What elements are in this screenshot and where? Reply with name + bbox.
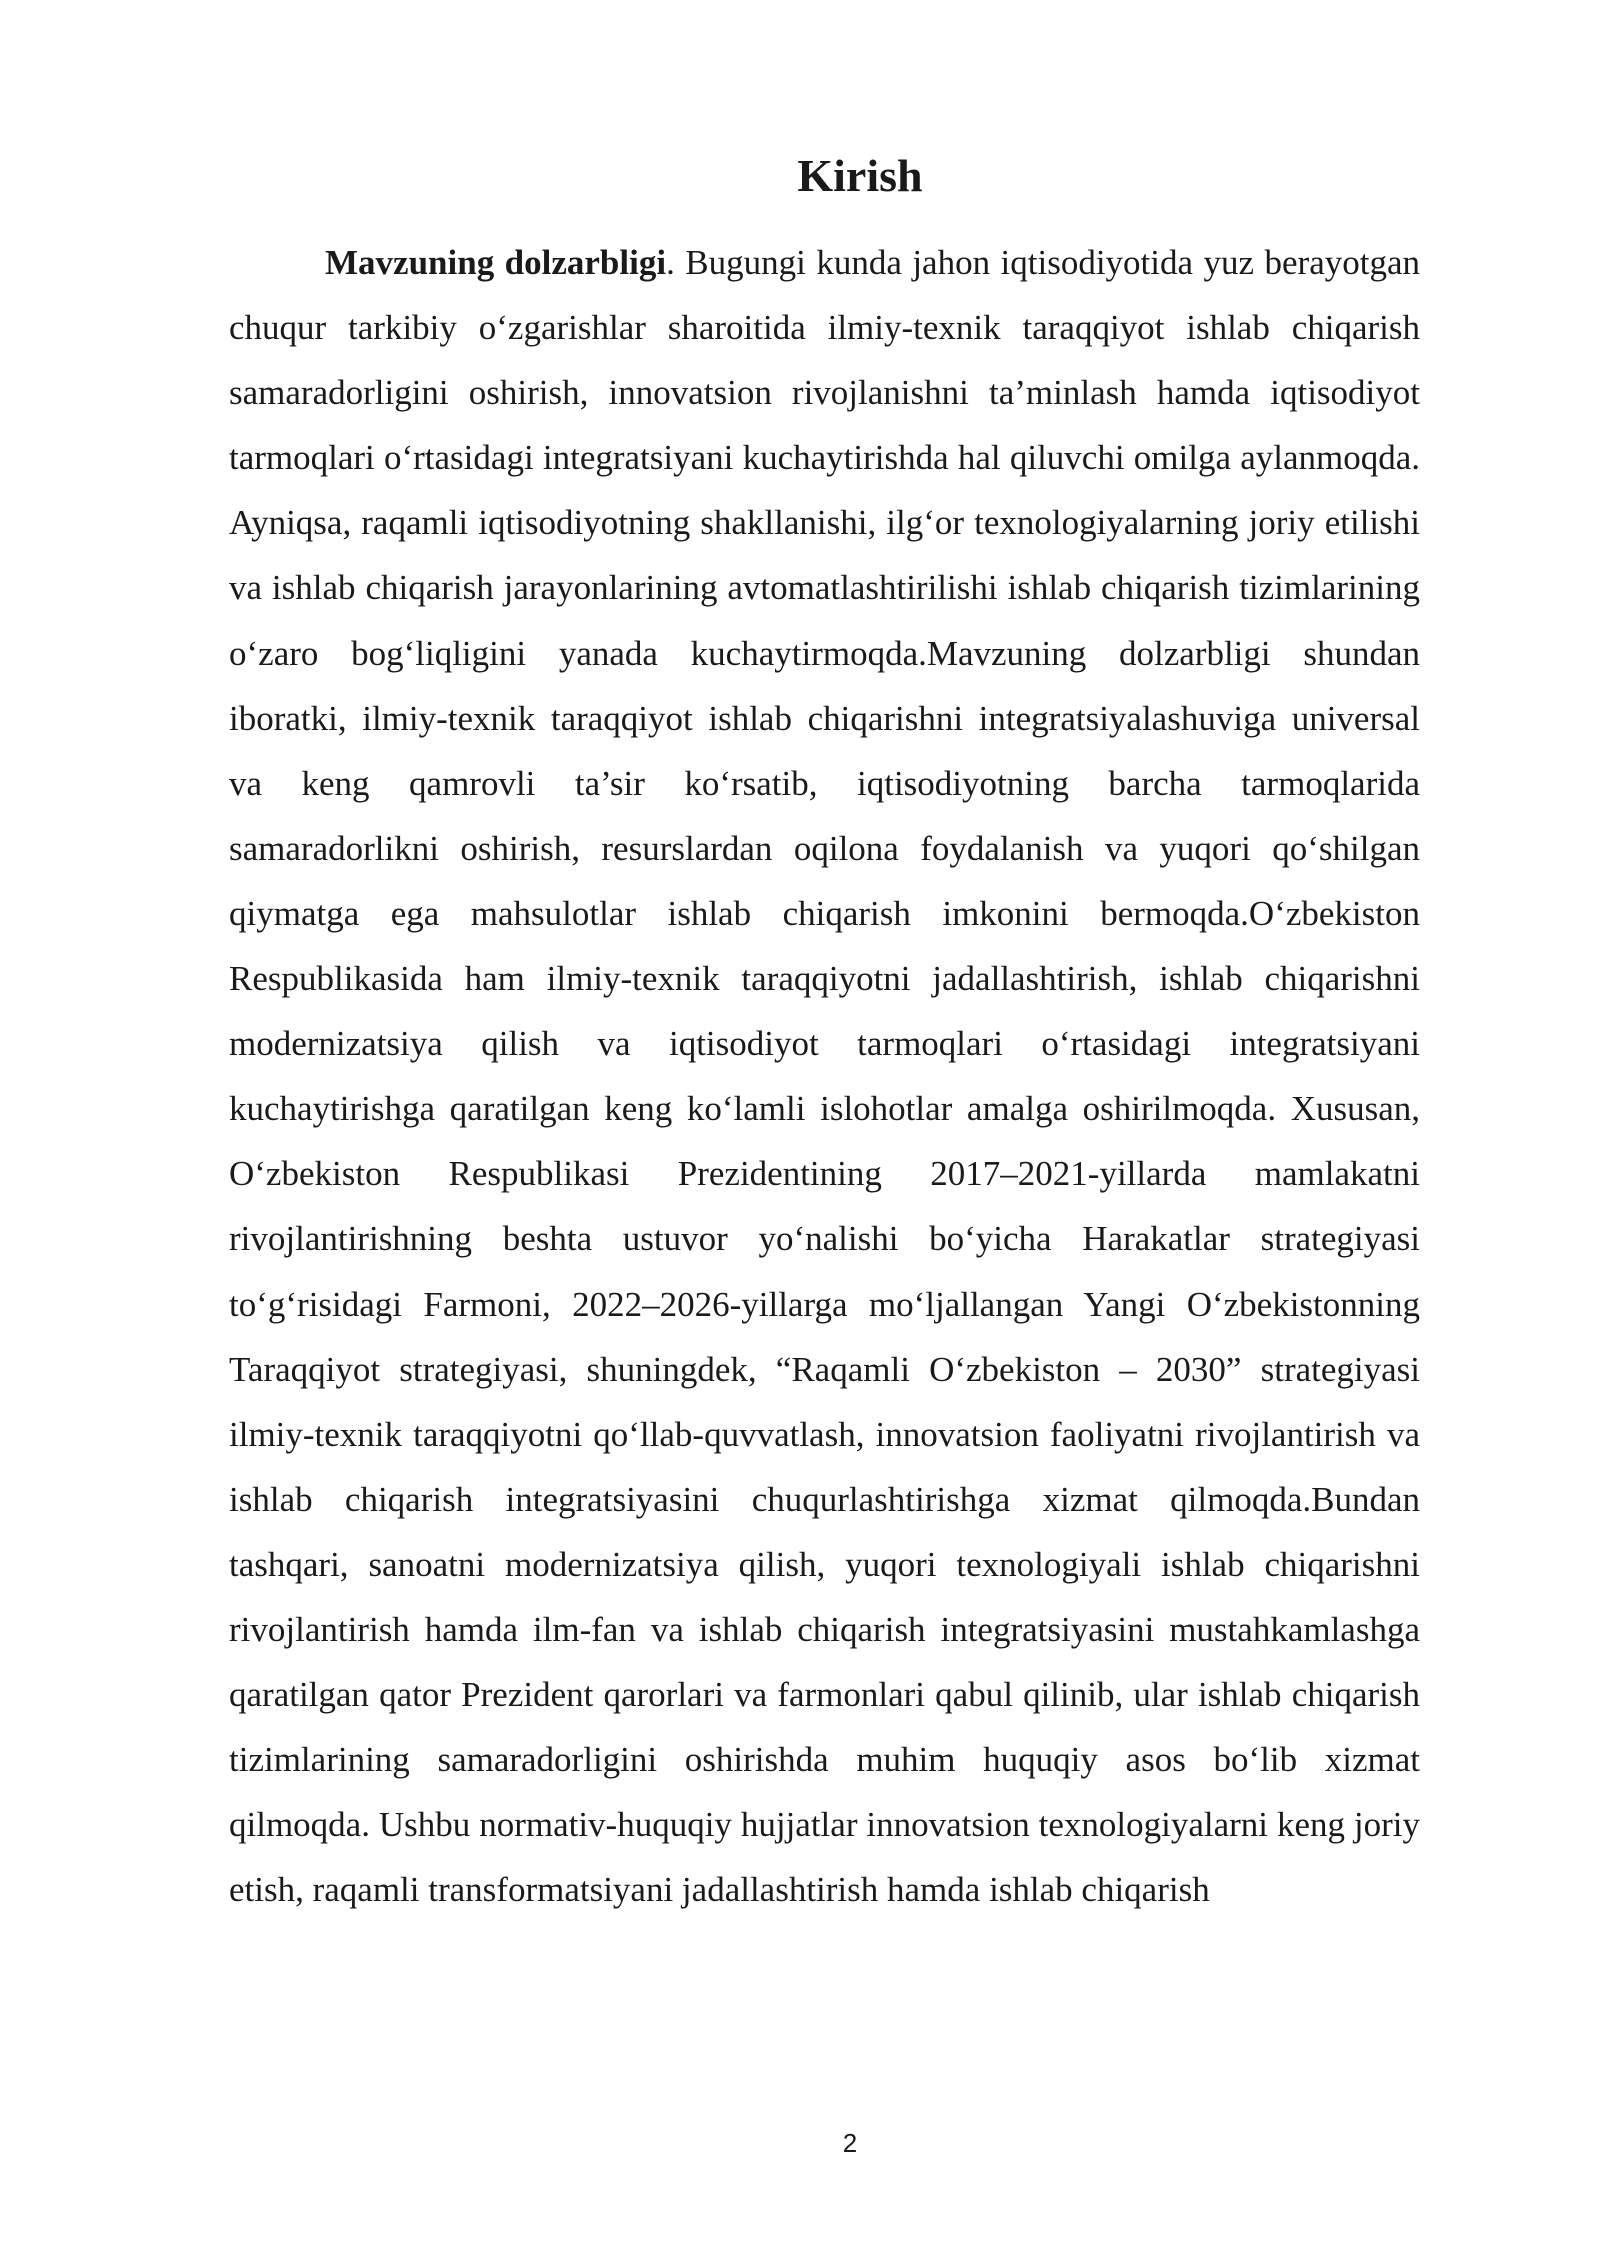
paragraph-lead: Mavzuning dolzarbligi: [325, 243, 667, 282]
body-paragraph: [229, 230, 1420, 1922]
page-title: Kirish: [797, 150, 923, 201]
page-number: 2: [842, 2128, 858, 2158]
paragraph-lead-punct: .: [666, 243, 675, 282]
paragraph-text: Bugungi kunda jahon iqtisodiyotida yuz berayotgan chuqur tarkibiy o‘zgarishlar sharoitida ilmiy-texnik taraqqiyot ishlab chiqarish samaradorligini oshirish, innovatsion rivojlanishni ta’minlash hamda iqtisodiyot tarmoqlari o‘rtasidagi integratsiyani kuchaytirishda hal qiluvchi omilga aylanmoqda. Ayniqsa, raqamli iqtisodiyotning shakllanishi, ilg‘or texnologiyalarning joriy etilishi va ishlab chiqarish jarayonlarining avtomatlashtirilishi ishlab chiqarish tizimlarining o‘zaro bog‘liqligini yanada kuchaytirmoqda.Mavzuning dolzarbligi shundan iboratki, ilmiy-texnik taraqqiyot ishlab chiqarishni integratsiyalashuviga universal va keng qamrovli ta’sir ko‘rsatib, iqtisodiyotning barcha tarmoqlarida samaradorlikni oshirish, resurslardan oqilona foydalanish va yuqori qo‘shilgan qiymatga ega mahsulotlar ishlab chiqarish imkonini bermoqda.O‘zbekiston Respublikasida ham ilmiy-texnik taraqqiyotni jadallashtirish, ishlab chiqarishni modernizatsiya qilish va iqtisodiyot tarmoqlari o‘rtasidagi integratsiyani kuchaytirishga qaratilgan keng ko‘lamli islohotlar amalga oshirilmoqda. Xususan, O‘zbekiston Respublikasi Prezidentining 2017–2021-yillarda mamlakatni rivojlantirishning beshta ustuvor yo‘nalishi bo‘yicha Harakatlar strategiyasi to‘g‘risidagi Farmoni, 2022–2026-yillarga mo‘ljallangan Yangi O‘zbekistonning Taraqqiyot strategiyasi, shuningdek, “Raqamli O‘zbekiston – 2030” strategiyasi ilmiy-texnik taraqqiyotni qo‘llab-quvvatlash, innovatsion faoliyatni rivojlantirish va ishlab chiqarish integratsiyasini chuqurlashtirishga xizmat qilmoqda.Bundan tashqari, sanoatni modernizatsiya qilish, yuqori texnologiyali ishlab chiqarishni rivojlantirish hamda ilm-fan va ishlab chiqarish integratsiyasini mustahkamlashga qaratilgan qator Prezident qarorlari va farmonlari qabul qilinib, ular ishlab chiqarish tizimlarining samaradorligini oshirishda muhim huquqiy asos bo‘lib xizmat qilmoqda. Ushbu normativ-huquqiy hujjatlar innovatsion texnologiyalarni keng joriy etish, raqamli transformatsiyani jadallashtirish hamda ishlab chiqarish: [229, 243, 1420, 1910]
